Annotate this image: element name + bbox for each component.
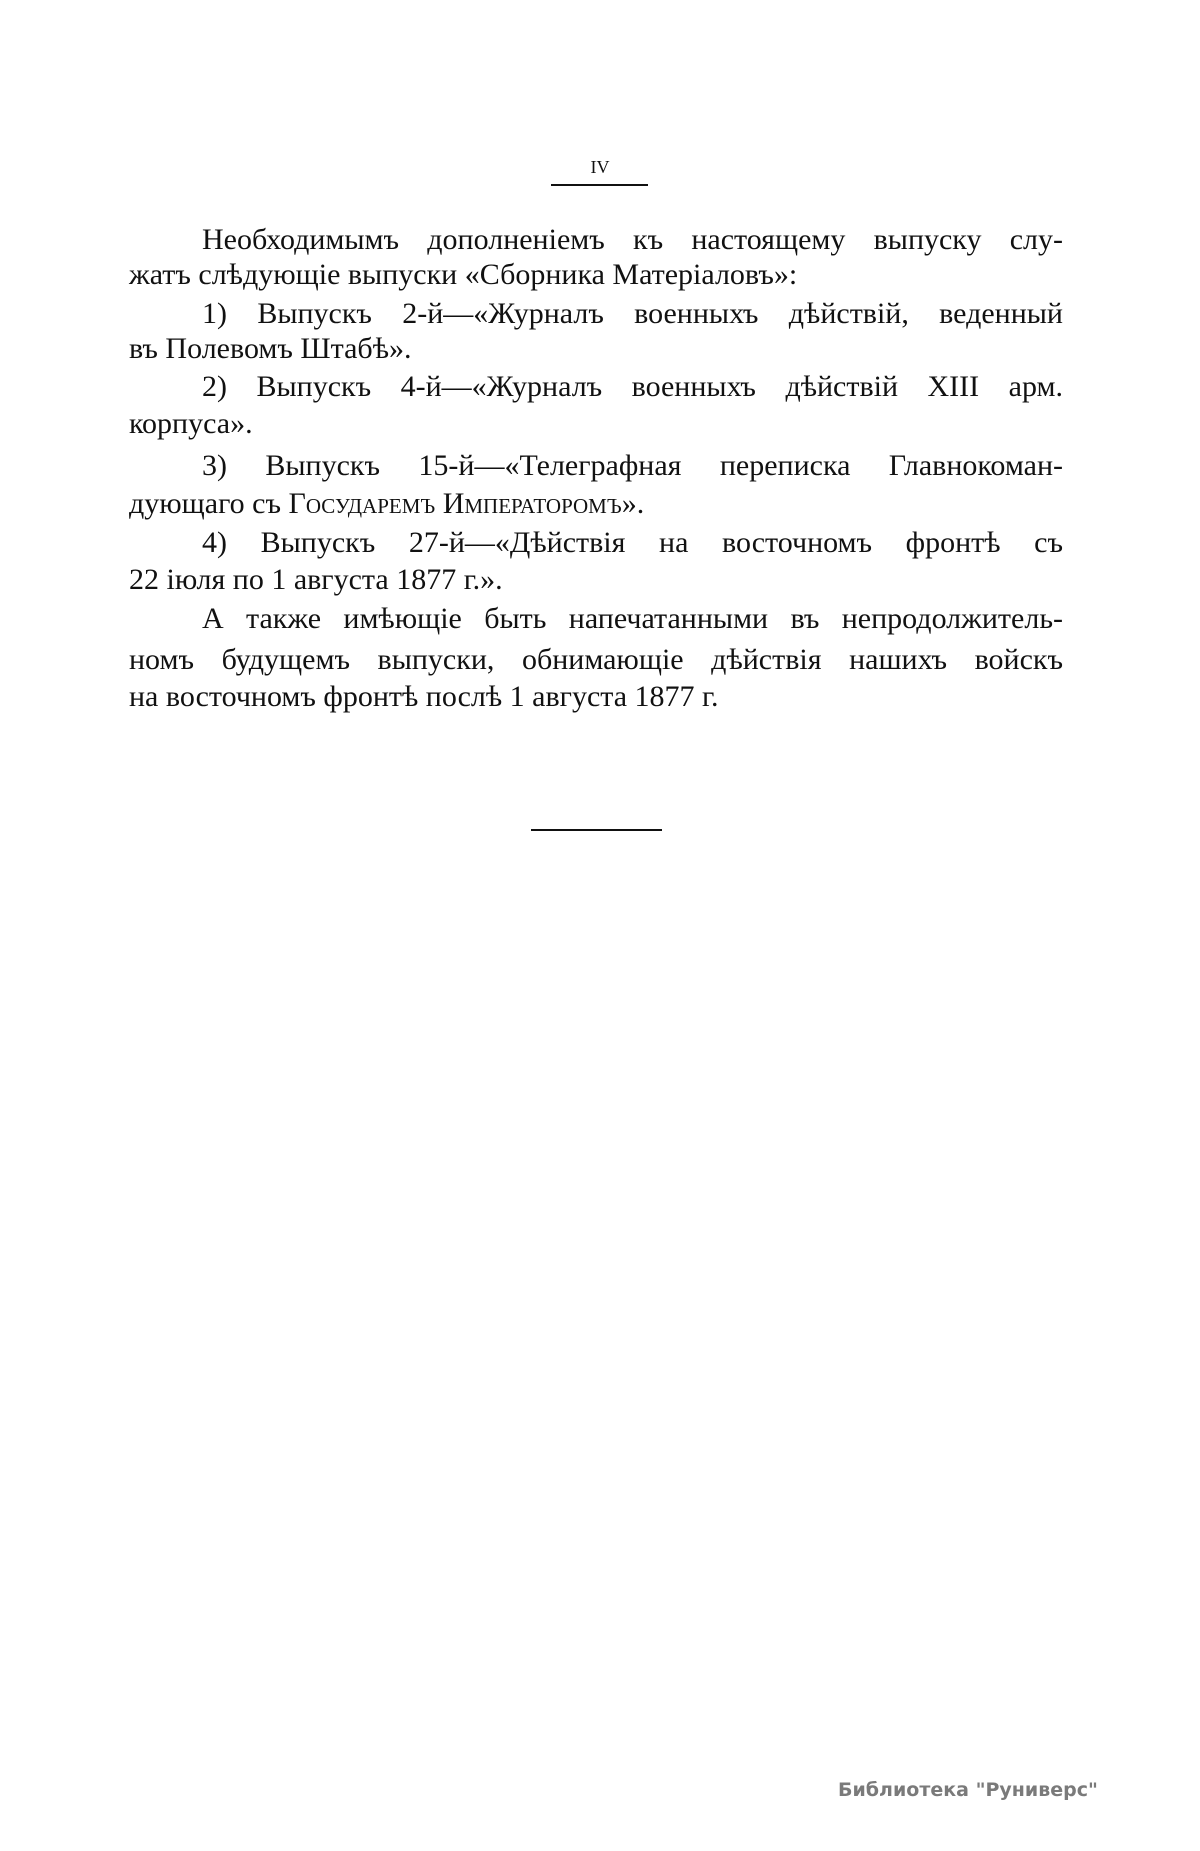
text-line: 22 іюля по 1 августа 1877 г.».: [129, 563, 503, 596]
text-line: на восточномъ фронтѣ послѣ 1 августа 1877 г.: [129, 680, 719, 713]
text-line: въ Полевомъ Штабѣ».: [129, 332, 412, 365]
text-line: 2) Выпускъ 4-й—«Журналъ военныхъ дѣйствій XIII арм.: [202, 370, 1063, 403]
text-line: номъ будущемъ выпуски, обнимающіе дѣйствія нашихъ войскъ: [129, 643, 1063, 676]
text-line: жатъ слѣдующіе выпуски «Сборника Матеріаловъ»:: [129, 258, 798, 291]
text-line: 4) Выпускъ 27-й—«Дѣйствія на восточномъ фронтѣ съ: [202, 526, 1063, 559]
page-number: IV: [590, 157, 610, 177]
text-line: [129, 486, 644, 522]
end-rule: [531, 829, 662, 831]
text-line: 3) Выпускъ 15-й—«Телеграфная переписка Главнокоман-: [202, 449, 1063, 482]
header-rule: [551, 184, 648, 186]
small-caps-span: Государемъ Императоромъ: [288, 487, 622, 520]
text-span: ».: [621, 487, 645, 520]
text-span: дующаго съ: [129, 487, 289, 520]
text-line: Необходимымъ дополненіемъ къ настоящему выпуску слу-: [202, 223, 1063, 256]
text-line: А также имѣющіе быть напечатанными въ непродолжитель-: [202, 602, 1063, 635]
text-line: корпуса».: [129, 407, 253, 440]
library-watermark: Библиотека "Руниверс": [838, 1779, 1098, 1801]
text-line: 1) Выпускъ 2-й—«Журналъ военныхъ дѣйствій, веденный: [202, 297, 1063, 330]
